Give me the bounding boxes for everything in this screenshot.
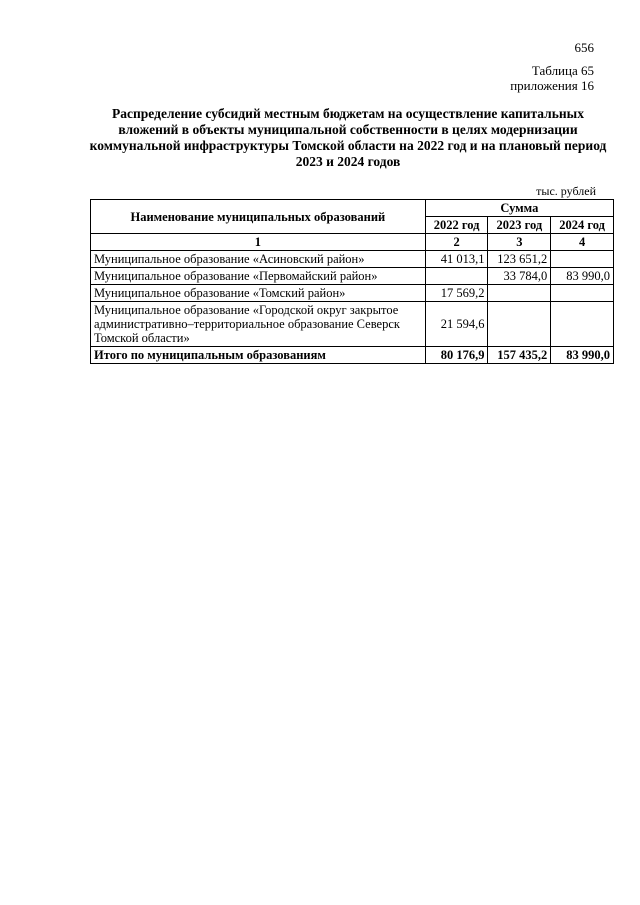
column-number: 2 [425, 234, 488, 251]
header-year-2022: 2022 год [425, 217, 488, 234]
total-row [91, 347, 614, 364]
table-row [91, 302, 614, 347]
value-2022 [425, 268, 488, 285]
value-2023 [488, 302, 551, 347]
document-title: Распределение субсидий местным бюджетам на осуществление капитальных вложений в объекты муниципальной собственности в целях модернизации коммунальной инфраструктуры Томской области на 2022 год и на плановый период 2023 и 2024 годов [89, 106, 607, 169]
column-numbers-row [91, 234, 614, 251]
value-2024 [551, 251, 614, 268]
table-reference-line1: Таблица 65 [531, 63, 594, 78]
total-2024: 83 990,0 [551, 347, 614, 364]
value-2023: 33 784,0 [488, 268, 551, 285]
value-2024 [551, 302, 614, 347]
row-name: Муниципальное образование «Томский район» [91, 285, 426, 302]
column-number: 1 [91, 234, 426, 251]
value-2024 [551, 285, 614, 302]
table-header-row [91, 200, 614, 217]
header-year-2023: 2023 год [488, 217, 551, 234]
header-year-2024: 2024 год [551, 217, 614, 234]
table-row [91, 285, 614, 302]
subsidy-table [90, 199, 614, 364]
header-name-column: Наименование муниципальных образований [91, 200, 426, 234]
value-2023 [488, 285, 551, 302]
value-2022: 17 569,2 [425, 285, 488, 302]
value-2022: 21 594,6 [425, 302, 488, 347]
header-sum: Сумма [425, 200, 613, 217]
total-label: Итого по муниципальным образованиям [91, 347, 426, 364]
column-number: 3 [488, 234, 551, 251]
row-name: Муниципальное образование «Первомайский район» [91, 268, 426, 285]
table-row [91, 268, 614, 285]
page-number: 656 [574, 40, 594, 55]
row-name: Муниципальное образование «Городской округ закрытое административно–территориальное образование Северск Томской области» [91, 302, 426, 347]
column-number: 4 [551, 234, 614, 251]
table-row [91, 251, 614, 268]
table-reference-line2: приложения 16 [510, 78, 594, 93]
total-2023: 157 435,2 [488, 347, 551, 364]
value-2023: 123 651,2 [488, 251, 551, 268]
total-2022: 80 176,9 [425, 347, 488, 364]
units-label: тыс. рублей [536, 184, 596, 198]
row-name: Муниципальное образование «Асиновский район» [91, 251, 426, 268]
value-2022: 41 013,1 [425, 251, 488, 268]
table-reference [510, 63, 594, 93]
value-2024: 83 990,0 [551, 268, 614, 285]
